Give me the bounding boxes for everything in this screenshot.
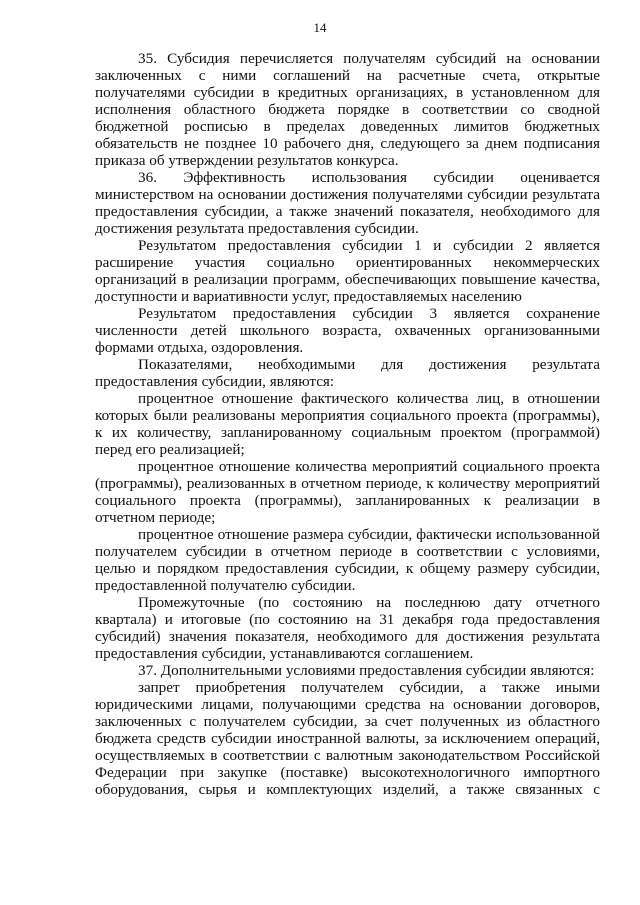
- page-number: 14: [313, 20, 327, 35]
- text-line: оборудования, сырья и комплектующих изделий, а также связанных с: [95, 781, 600, 798]
- text-line: расширение участия социально ориентированных некоммерческих: [95, 254, 600, 271]
- text-line: заключенных с получателем субсидии, за счет полученных из областного: [95, 713, 600, 730]
- text-line: приказа об утверждении результатов конкурса.: [95, 152, 399, 169]
- text-line: численности детей школьного возраста, охваченных организованными: [95, 322, 600, 339]
- text-line: субсидий) значения показателя, необходимого для достижения результата: [95, 628, 600, 645]
- text-line: Промежуточные (по состоянию на последнюю дату отчетного: [138, 594, 600, 611]
- text-line: доступности и вариативности услуг, предоставляемых населению: [95, 288, 522, 305]
- text-line: Федерации при закупке (поставке) высокотехнологичного импортного: [95, 764, 600, 781]
- text-line: целью и порядком предоставления субсидии, к общему размеру субсидии,: [95, 560, 600, 577]
- text-line: Результатом предоставления субсидии 1 и субсидии 2 является: [138, 237, 600, 254]
- text-line: исполнения областного бюджета порядке в соответствии со сводной: [95, 101, 600, 118]
- text-line: предоставления субсидии, а также значений показателя, необходимого для: [95, 203, 600, 220]
- text-line: перед его реализацией;: [95, 441, 245, 458]
- text-line: осуществляемых в соответствии с валютным законодательством Российской: [95, 747, 600, 764]
- text-line: предоставления субсидии, являются:: [95, 373, 335, 390]
- text-line: процентное отношение фактического количества лиц, в отношении: [138, 390, 600, 407]
- text-line: обязательств не позднее 10 рабочего дня, следующего за днем подписания: [95, 135, 600, 152]
- text-line: процентное отношение размера субсидии, фактически использованной: [138, 526, 600, 543]
- text-line: предоставленной получателю субсидии.: [95, 577, 356, 594]
- text-line: бюджетной росписью в пределах доведенных лимитов бюджетных: [95, 118, 600, 135]
- text-line: квартала) и итоговые (по состоянию на 31 декабря года предоставления: [95, 611, 600, 628]
- text-line: которых были реализованы мероприятия социального проекта (программы),: [95, 407, 600, 424]
- text-line: заключенных с ними соглашений на расчетные счета, открытые: [95, 67, 600, 84]
- text-line: Показателями, необходимыми для достижения результата: [138, 356, 600, 373]
- document-body: [95, 50, 600, 798]
- text-line: получателем субсидии в отчетном периоде в соответствии с условиями,: [95, 543, 600, 560]
- text-line: социального проекта (программы), запланированных к реализации в: [95, 492, 600, 509]
- text-line: юридическими лицами, получающими средства на основании договоров,: [95, 696, 600, 713]
- text-line: предоставления субсидии, устанавливаются соглашением.: [95, 645, 474, 662]
- text-line: 37. Дополнительными условиями предоставления субсидии являются:: [138, 662, 595, 679]
- text-line: 36. Эффективность использования субсидии оценивается: [138, 169, 600, 186]
- text-line: (программы), реализованных в отчетном периоде, к количеству мероприятий: [95, 475, 600, 492]
- text-line: запрет приобретения получателем субсидии, а также иными: [138, 679, 600, 696]
- text-line: министерством на основании достижения получателями субсидии результата: [95, 186, 600, 203]
- text-line: 35. Субсидия перечисляется получателям субсидий на основании: [138, 50, 600, 67]
- text-line: достижения результата предоставления субсидии.: [95, 220, 419, 237]
- text-line: процентное отношение количества мероприятий социального проекта: [138, 458, 600, 475]
- text-line: отчетном периоде;: [95, 509, 216, 526]
- text-line: Результатом предоставления субсидии 3 является сохранение: [138, 305, 600, 322]
- text-line: получателями субсидии в кредитных организациях, в установленном для: [95, 84, 600, 101]
- text-line: организаций в реализации программ, обеспечивающих повышение качества,: [95, 271, 600, 288]
- text-line: к их количеству, запланированному социальным проектом (программой): [95, 424, 600, 441]
- text-line: формами отдыха, оздоровления.: [95, 339, 304, 356]
- text-line: бюджета средств субсидии иностранной валюты, за исключением операций,: [95, 730, 600, 747]
